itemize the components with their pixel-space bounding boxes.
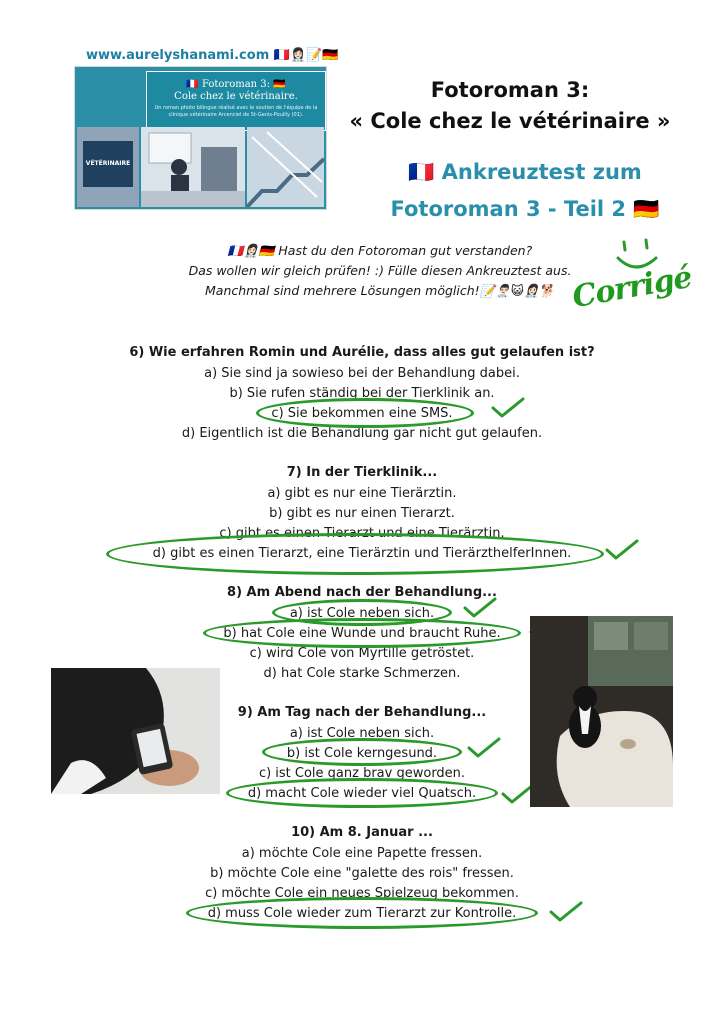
banner-title-frame: [146, 71, 326, 131]
answer-circle: [106, 533, 604, 575]
question-6-title: 6) Wie erfahren Romin und Aurélie, dass alles gut gelaufen ist?: [129, 345, 595, 360]
question-8-option-c: c) wird Cole von Myrtille getröstet.: [249, 646, 475, 661]
question-10-title: 10) Am 8. Januar ...: [291, 825, 433, 840]
question-9-option-b: b) ist Cole kerngesund.: [286, 746, 438, 761]
intro-line2: Das wollen wir gleich prüfen! :) Fülle diesen Ankreuztest aus.: [188, 263, 572, 278]
checkmark-icon: [604, 538, 640, 562]
answer-circle: [262, 738, 462, 766]
answer-circle: [226, 778, 498, 808]
stairs-illustration: [247, 127, 324, 207]
stairs-photo: [247, 127, 324, 207]
page-title-line1: Fotoroman 3:: [430, 78, 590, 102]
question-7-option-b: b) gibt es nur einen Tierarzt.: [269, 506, 455, 521]
question-8-title: 8) Am Abend nach der Behandlung...: [227, 585, 497, 600]
clinic-room-illustration: [141, 127, 245, 207]
banner-subtitle: Un roman photo bilingue réalisé avec le soutien de l'équipe de la clinique vétérinaire Arcenciel de St-Genis-Pouilly (01).: [154, 105, 318, 118]
checkmark-icon: [548, 900, 584, 924]
header-banner-image: [74, 66, 327, 210]
banner-title-line1: 🇫🇷 Fotoroman 3: 🇩🇪: [186, 79, 286, 90]
question-8-option-a: a) ist Cole neben sich.: [289, 606, 435, 621]
question-7-title: 7) In der Tierklinik...: [286, 465, 438, 480]
question-8-option-b: b) hat Cole eine Wunde und braucht Ruhe.: [223, 626, 501, 641]
cat-phone-illustration: [51, 668, 220, 794]
question-6-option-a: a) Sie sind ja sowieso bei der Behandlung dabei.: [204, 366, 520, 381]
question-6-option-c: c) Sie bekommen eine SMS.: [271, 406, 453, 421]
intro-line3: Manchmal sind mehrere Lösungen möglich!📝👨🏻‍⚕️😺👩🏻‍⚕️🐕: [205, 283, 555, 298]
question-6-option-b: b) Sie rufen ständig bei der Tierklinik an.: [229, 386, 495, 401]
question-8-option-d: d) hat Cole starke Schmerzen.: [263, 666, 461, 681]
site-url: www.aurelyshanami.com 🇫🇷👩🏻‍⚕️📝🇩🇪: [86, 48, 339, 63]
question-7-option-d: d) gibt es einen Tierarzt, eine Tierärztin und TierärzthelferInnen.: [152, 546, 572, 561]
banner-title-line2: Cole chez le vétérinaire.: [174, 91, 298, 102]
question-10-option-a: a) möchte Cole eine Papette fressen.: [241, 846, 483, 861]
question-9-option-a: a) ist Cole neben sich.: [289, 726, 435, 741]
clinic-room-photo: [141, 127, 245, 207]
corrige-handwritten: Corrigé: [569, 259, 695, 316]
intro-text: [160, 241, 600, 301]
question-7-option-c: c) gibt es einen Tierarzt und eine Tierärztin.: [219, 526, 505, 541]
checkmark-icon: [490, 396, 526, 420]
question-9-title: 9) Am Tag nach der Behandlung...: [237, 705, 487, 720]
answer-circle: [203, 618, 521, 648]
page-title-line2: « Cole chez le vétérinaire »: [349, 109, 671, 133]
page-title: [330, 75, 690, 137]
page-subtitle: [360, 154, 690, 228]
question-9-option-d: d) macht Cole wieder viel Quatsch.: [247, 786, 477, 801]
cat-on-blanket-photo: [530, 616, 673, 807]
question-10-option-d: d) muss Cole wieder zum Tierarzt zur Kontrolle.: [207, 906, 517, 921]
question-7-option-a: a) gibt es nur eine Tierärztin.: [267, 486, 457, 501]
checkmark-icon: [466, 736, 502, 760]
page-subtitle-line2: Fotoroman 3 - Teil 2 🇩🇪: [390, 197, 660, 221]
answer-circle: [186, 897, 538, 929]
vet-sign: VÉTÉRINAIRE: [83, 141, 133, 187]
question-10-option-b: b) möchte Cole eine "galette des rois" fressen.: [210, 866, 514, 881]
intro-line1: 🇫🇷👩🏻‍⚕️🇩🇪 Hast du den Fotoroman gut verstanden?: [227, 243, 533, 258]
answer-circle: [256, 398, 474, 428]
question-10-option-c: c) möchte Cole ein neues Spielzeug bekommen.: [205, 886, 519, 901]
checkmark-icon: [462, 596, 498, 620]
cat-blanket-illustration: [530, 616, 673, 807]
vet-sign-photo: [77, 127, 139, 207]
question-6-option-d: d) Eigentlich ist die Behandlung gar nicht gut gelaufen.: [181, 426, 543, 441]
page-subtitle-line1: 🇫🇷 Ankreuztest zum: [408, 160, 642, 184]
banner-title: [147, 79, 325, 103]
cat-with-phone-photo: [51, 668, 220, 794]
question-9-option-c: c) ist Cole ganz brav geworden.: [258, 766, 466, 781]
